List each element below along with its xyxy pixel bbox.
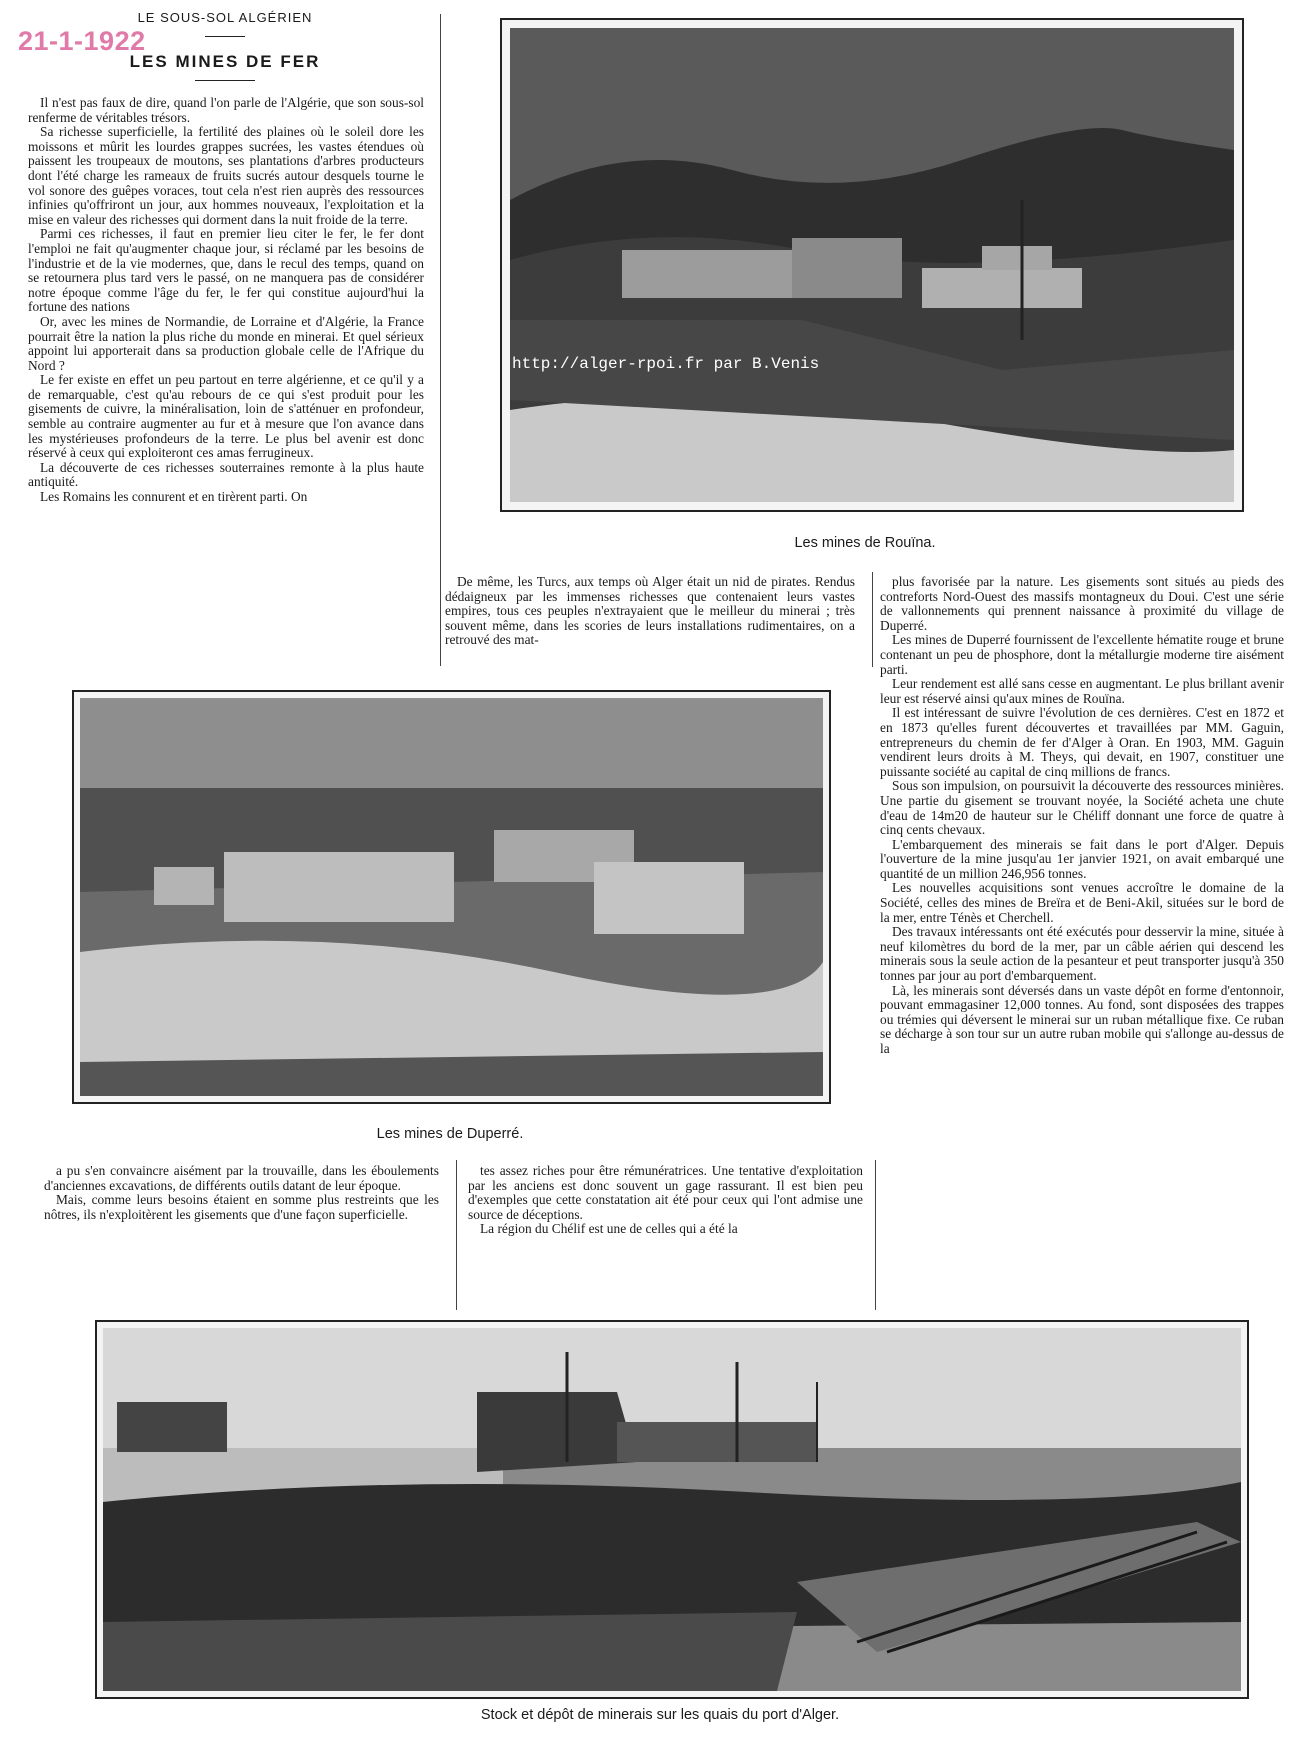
watermark-text: http://alger-rpoi.fr par B.Venis — [512, 355, 820, 373]
paragraph: Là, les minerais sont déversés dans un vaste dépôt en forme d'entonnoir, pouvant emmagasiner 12,000 tonnes. Au fond, sont disposées des trappes ou trémies qui déversent le minerai sur un ruban métallique fixe. Ce ruban se décharge à son tour sur un autre ruban mobile qui s'allonge au-dessus de la — [880, 982, 1284, 1056]
article-column-4 — [44, 1164, 439, 1222]
paragraph: a pu s'en convaincre aisément par la trouvaille, dans les éboulements d'anciennes excavations, de différents outils datant de leur époque. — [44, 1163, 439, 1193]
article-column-2 — [445, 575, 855, 648]
paragraph: Il est intéressant de suivre l'évolution de ces dernières. C'est en 1872 et en 1873 qu'elles furent découvertes et travaillées par MM. Gaguin, entrepreneurs du chemin de fer d'Alger à Oran. En 1903, MM. Gaguin vendirent leurs droits à M. Theys, qui devait, en 1907, constituer une puissante société au capital de cinq millions de francs. — [880, 705, 1284, 779]
kicker-rule — [205, 36, 245, 37]
paragraph: Sa richesse superficielle, la fertilité des plaines où le soleil dore les moissons et mûrit les lourdes grappes sucrées, les vastes étendues où paissent les troupeaux de moutons, ses plantations d'arbres producteurs dont l'été charge les rameaux de fruits sucrés autour desquels tourne le vol sonore des guêpes voraces, tout cela n'est rien auprès des ressources infinies qu'offriront un jour, aux hommes nouveaux, l'exploitation et la mise en valeur des richesses qui dorment dans la nuit froide de la terre. — [28, 124, 424, 227]
column-divider — [440, 14, 441, 666]
paragraph: Parmi ces richesses, il faut en premier lieu citer le fer, le fer dont l'emploi ne fait qu'augmenter chaque jour, si réclamé par les besoins de l'industrie et de la vie modernes, que, dans le recul des temps, quand on se retournera plus tard vers le passé, on ne manquera pas de considérer notre époque comme l'âge du fer, le fer qui constitue aujourd'hui la fortune des nations — [28, 226, 424, 315]
paragraph: Les mines de Duperré fournissent de l'excellente hématite rouge et brune contenant un peu de phosphore, dont la métallurgie moderne tire aisément parti. — [880, 632, 1284, 677]
article-column-5 — [468, 1164, 863, 1237]
paragraph: Le fer existe en effet un peu partout en terre algérienne, et ce qu'il y a de remarquable, c'est qu'au rebours de ce qui s'est produit pour les gisements de cuivre, la minéralisation, loin de s'atténuer en profondeur, semble au contraire augmenter au fur et à mesure que l'on avance dans les mystérieuses profondeurs de la terre. Le plus bel avenir est donc réservé à ceux qui exploiteront ces amas ferrugineux. — [28, 372, 424, 461]
paragraph: L'embarquement des minerais se fait dans le port d'Alger. Depuis l'ouverture de la mine jusqu'au 1er janvier 1921, on avait embarqué une quantité de un million 246,956 tonnes. — [880, 836, 1284, 881]
paragraph: La découverte de ces richesses souterraines remonte à la plus haute antiquité. — [28, 459, 424, 490]
photo-duperre-mines — [72, 690, 831, 1104]
article-title: LES MINES DE FER — [129, 52, 321, 71]
paragraph: Les nouvelles acquisitions sont venues accroître le domaine de la Société, celles des mines de Breïra et de Beni-Akil, situées sur le bord de la mer, entre Ténès et Cherchell. — [880, 880, 1284, 925]
photo-duperre-illustration — [74, 692, 829, 1102]
column-divider — [875, 1160, 876, 1310]
article-column-1 — [28, 96, 424, 505]
photo-rouina-mines — [500, 18, 1244, 512]
photo-port-illustration — [97, 1322, 1247, 1697]
paragraph: Les Romains les connurent et en tirèrent parti. On — [40, 489, 308, 505]
column-divider — [456, 1160, 457, 1310]
paragraph: Or, avec les mines de Normandie, de Lorraine et d'Algérie, la France pourrait être la nation la plus riche du monde en minerai. Et quel sérieux appoint lui apporterait dans sa production globale celle de l'Afrique du Nord ? — [28, 313, 424, 373]
paragraph: La région du Chélif est une de celles qui a été la — [480, 1221, 738, 1237]
caption-rouina: Les mines de Rouïna. — [794, 535, 936, 551]
paragraph: tes assez riches pour être rémunératrices. Une tentative d'exploitation par les anciens est donc souvent un gage rassurant. Il est bien peu d'exemples que cette constatation ait été pour ceux qui l'ont admise une source de déceptions. — [468, 1163, 863, 1222]
caption-duperre: Les mines de Duperré. — [376, 1126, 524, 1142]
article-column-3 — [880, 575, 1284, 1057]
paragraph: Des travaux intéressants ont été exécutés pour desservir la mine, située à neuf kilomètres du bord de la mer, par un câble aérien qui descend les minerais sous la seule action de la pesanteur et peut transporter jusqu'à 350 tonnes par jour au port d'embarquement. — [880, 924, 1284, 984]
paragraph: Sous son impulsion, on poursuivit la découverte des ressources minières. Une partie du gisement se trouvant noyée, la Société acheta une chute d'eau de 14m20 de hauteur sur le Chéliff donnant une force de quatre à cinq cents chevaux. — [880, 778, 1284, 838]
paragraph: Il n'est pas faux de dire, quand l'on parle de l'Algérie, que son sous-sol renferme de véritables trésors. — [28, 95, 424, 125]
photo-port-alger — [95, 1320, 1249, 1699]
caption-port: Stock et dépôt de minerais sur les quais du port d'Alger. — [480, 1707, 840, 1723]
section-kicker: LE SOUS-SOL ALGÉRIEN — [137, 10, 313, 25]
title-rule — [195, 80, 255, 81]
date-stamp: 21-1-1922 — [18, 26, 146, 56]
paragraph: Leur rendement est allé sans cesse en augmentant. Le plus brillant avenir leur est réservé ainsi qu'aux mines de Rouïna. — [880, 676, 1284, 706]
paragraph: Mais, comme leurs besoins étaient en somme plus restreints que les nôtres, ils n'exploitèrent les gisements que d'une façon superficielle. — [44, 1192, 439, 1222]
paragraph: De même, les Turcs, aux temps où Alger était un nid de pirates. Rendus dédaigneux par les immenses richesses que contenaient leurs vastes empires, tous ces peuples n'extrayaient que le meilleur du minerai ; très souvent même, dans les scories de leurs installations rudimentaires, on a retrouvé des mat- — [445, 574, 855, 648]
column-divider — [872, 572, 873, 667]
paragraph: plus favorisée par la nature. Les gisements sont situés au pieds des contreforts Nord-Ouest des massifs montagneux du Doui. C'est une série de vallonnements qui prennent naissance à proximité du village de Duperré. — [880, 574, 1284, 633]
photo-rouina-illustration — [502, 20, 1242, 510]
